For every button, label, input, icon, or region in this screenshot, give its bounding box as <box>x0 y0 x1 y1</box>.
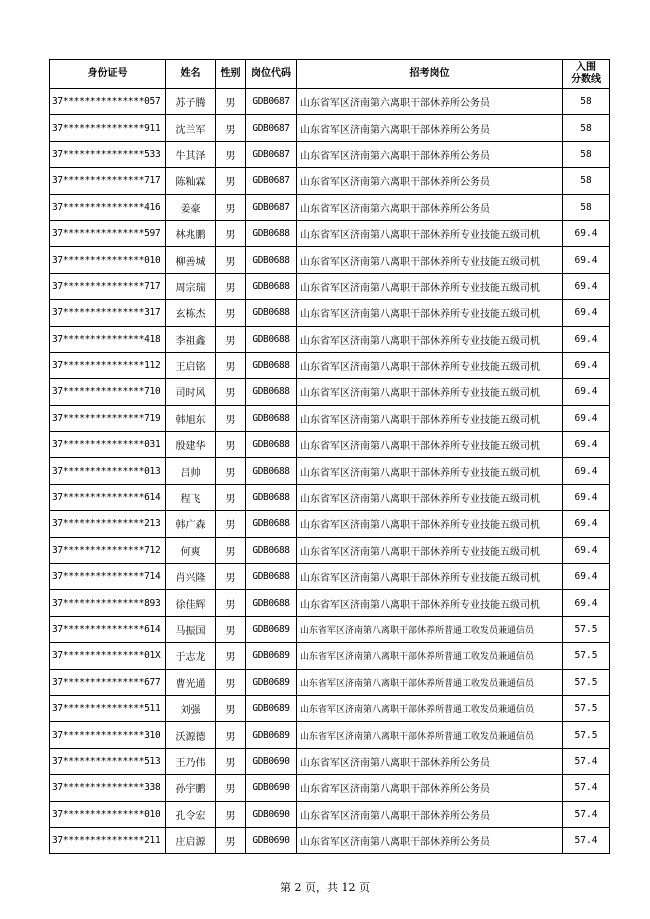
cell-name: 王乃伟 <box>166 748 216 774</box>
cell-name: 殷建华 <box>166 432 216 458</box>
cell-code: GDB0689 <box>246 643 297 669</box>
cell-score: 69.4 <box>563 220 610 246</box>
cell-code: GDB0688 <box>246 484 297 510</box>
cell-name: 孔令宏 <box>166 801 216 827</box>
cell-name: 马振国 <box>166 616 216 642</box>
cell-name: 于志龙 <box>166 643 216 669</box>
table-row <box>50 168 610 194</box>
cell-code: GDB0690 <box>246 827 297 853</box>
cell-name: 韩广森 <box>166 511 216 537</box>
page-footer: 第 2 页，共 12 页 <box>280 881 370 894</box>
cell-id: 37***************01X <box>50 643 166 669</box>
header-score-line1: 入围 <box>576 62 596 73</box>
cell-name: 何爽 <box>166 537 216 563</box>
cell-position: 山东省军区济南第八离职干部休养所专业技能五级司机 <box>297 326 563 352</box>
cell-position: 山东省军区济南第八离职干部休养所专业技能五级司机 <box>297 273 563 299</box>
cell-sex: 男 <box>216 564 246 590</box>
cell-code: GDB0688 <box>246 405 297 431</box>
table-row <box>50 748 610 774</box>
cell-score: 69.4 <box>563 352 610 378</box>
cell-code: GDB0688 <box>246 379 297 405</box>
cell-name: 玄栋杰 <box>166 300 216 326</box>
cell-score: 69.4 <box>563 379 610 405</box>
cell-id: 37***************893 <box>50 590 166 616</box>
table-row <box>50 616 610 642</box>
cell-name: 曹光通 <box>166 669 216 695</box>
cell-position: 山东省军区济南第六离职干部休养所公务员 <box>297 168 563 194</box>
cell-code: GDB0688 <box>246 300 297 326</box>
table-row <box>50 537 610 563</box>
table-row <box>50 511 610 537</box>
cell-position: 山东省军区济南第八离职干部休养所专业技能五级司机 <box>297 405 563 431</box>
cell-score: 57.4 <box>563 827 610 853</box>
cell-code: GDB0689 <box>246 695 297 721</box>
cell-id: 37***************677 <box>50 669 166 695</box>
cell-score: 69.4 <box>563 458 610 484</box>
header-code: 岗位代码 <box>246 60 297 89</box>
cell-position: 山东省军区济南第八离职干部休养所专业技能五级司机 <box>297 220 563 246</box>
cell-position: 山东省军区济南第八离职干部休养所普通工收发员兼通信员 <box>297 616 563 642</box>
table-row <box>50 352 610 378</box>
cell-name: 徐佳辉 <box>166 590 216 616</box>
cell-sex: 男 <box>216 695 246 721</box>
table-row <box>50 590 610 616</box>
cell-id: 37***************213 <box>50 511 166 537</box>
cell-sex: 男 <box>216 194 246 220</box>
cell-sex: 男 <box>216 827 246 853</box>
cell-sex: 男 <box>216 458 246 484</box>
cell-name: 肖兴隆 <box>166 564 216 590</box>
cell-code: GDB0687 <box>246 89 297 115</box>
cell-id: 37***************614 <box>50 616 166 642</box>
cell-code: GDB0689 <box>246 669 297 695</box>
cell-id: 37***************911 <box>50 115 166 141</box>
cell-code: GDB0688 <box>246 432 297 458</box>
cell-score: 57.4 <box>563 801 610 827</box>
cell-code: GDB0687 <box>246 141 297 167</box>
cell-id: 37***************614 <box>50 484 166 510</box>
cell-name: 吕帅 <box>166 458 216 484</box>
table-row <box>50 115 610 141</box>
cell-sex: 男 <box>216 247 246 273</box>
cell-sex: 男 <box>216 748 246 774</box>
cell-position: 山东省军区济南第八离职干部休养所专业技能五级司机 <box>297 352 563 378</box>
cell-name: 林兆鹏 <box>166 220 216 246</box>
cell-sex: 男 <box>216 89 246 115</box>
table-row <box>50 89 610 115</box>
cell-score: 57.4 <box>563 748 610 774</box>
cell-position: 山东省军区济南第八离职干部休养所专业技能五级司机 <box>297 537 563 563</box>
cell-score: 58 <box>563 141 610 167</box>
cell-id: 37***************317 <box>50 300 166 326</box>
cell-name: 司时风 <box>166 379 216 405</box>
cell-position: 山东省军区济南第六离职干部休养所公务员 <box>297 89 563 115</box>
cell-code: GDB0687 <box>246 194 297 220</box>
header-position: 招考岗位 <box>297 60 563 89</box>
cell-sex: 男 <box>216 405 246 431</box>
cell-position: 山东省军区济南第八离职干部休养所公务员 <box>297 748 563 774</box>
table-row <box>50 432 610 458</box>
cell-code: GDB0689 <box>246 722 297 748</box>
cell-score: 57.5 <box>563 669 610 695</box>
cell-id: 37***************112 <box>50 352 166 378</box>
table-row <box>50 273 610 299</box>
table-header-row <box>50 60 610 89</box>
cell-code: GDB0688 <box>246 458 297 484</box>
cell-sex: 男 <box>216 352 246 378</box>
cell-score: 69.4 <box>563 484 610 510</box>
cell-id: 37***************416 <box>50 194 166 220</box>
cell-name: 李祖鑫 <box>166 326 216 352</box>
table-row <box>50 801 610 827</box>
table-row <box>50 775 610 801</box>
cell-code: GDB0688 <box>246 247 297 273</box>
table-row <box>50 405 610 431</box>
cell-score: 69.4 <box>563 247 610 273</box>
cell-code: GDB0688 <box>246 326 297 352</box>
header-sex: 性别 <box>216 60 246 89</box>
cell-score: 57.5 <box>563 616 610 642</box>
cell-score: 69.4 <box>563 300 610 326</box>
cell-id: 37***************513 <box>50 748 166 774</box>
cell-score: 58 <box>563 194 610 220</box>
cell-code: GDB0687 <box>246 115 297 141</box>
cell-position: 山东省军区济南第八离职干部休养所普通工收发员兼通信员 <box>297 669 563 695</box>
cell-name: 牛其泽 <box>166 141 216 167</box>
cell-sex: 男 <box>216 669 246 695</box>
table-row <box>50 669 610 695</box>
header-score-line2: 分数线 <box>571 74 601 85</box>
cell-position: 山东省军区济南第八离职干部休养所普通工收发员兼通信员 <box>297 722 563 748</box>
table-body <box>50 89 610 854</box>
cell-sex: 男 <box>216 484 246 510</box>
cell-position: 山东省军区济南第六离职干部休养所公务员 <box>297 194 563 220</box>
table-row <box>50 564 610 590</box>
cell-id: 37***************310 <box>50 722 166 748</box>
cell-name: 沃源德 <box>166 722 216 748</box>
cell-sex: 男 <box>216 643 246 669</box>
cell-id: 37***************719 <box>50 405 166 431</box>
results-table <box>49 59 610 854</box>
cell-position: 山东省军区济南第六离职干部休养所公务员 <box>297 115 563 141</box>
cell-code: GDB0688 <box>246 511 297 537</box>
cell-id: 37***************338 <box>50 775 166 801</box>
cell-sex: 男 <box>216 722 246 748</box>
cell-score: 58 <box>563 89 610 115</box>
header-score <box>563 60 610 89</box>
table-row <box>50 194 610 220</box>
cell-id: 37***************717 <box>50 168 166 194</box>
table-row <box>50 247 610 273</box>
cell-name: 刘强 <box>166 695 216 721</box>
cell-id: 37***************010 <box>50 801 166 827</box>
cell-score: 69.4 <box>563 326 610 352</box>
table-row <box>50 300 610 326</box>
cell-score: 69.4 <box>563 511 610 537</box>
table-row <box>50 141 610 167</box>
cell-score: 69.4 <box>563 273 610 299</box>
cell-position: 山东省军区济南第八离职干部休养所专业技能五级司机 <box>297 432 563 458</box>
table-row <box>50 458 610 484</box>
cell-code: GDB0688 <box>246 590 297 616</box>
table-row <box>50 722 610 748</box>
cell-id: 37***************010 <box>50 247 166 273</box>
cell-score: 69.4 <box>563 564 610 590</box>
cell-sex: 男 <box>216 300 246 326</box>
cell-score: 57.5 <box>563 695 610 721</box>
cell-sex: 男 <box>216 168 246 194</box>
table-row <box>50 484 610 510</box>
cell-position: 山东省军区济南第八离职干部休养所公务员 <box>297 827 563 853</box>
cell-id: 37***************717 <box>50 273 166 299</box>
cell-code: GDB0688 <box>246 564 297 590</box>
cell-name: 庄启源 <box>166 827 216 853</box>
cell-score: 69.4 <box>563 405 610 431</box>
cell-sex: 男 <box>216 775 246 801</box>
cell-position: 山东省军区济南第八离职干部休养所普通工收发员兼通信员 <box>297 695 563 721</box>
cell-score: 57.4 <box>563 775 610 801</box>
cell-code: GDB0688 <box>246 273 297 299</box>
cell-sex: 男 <box>216 801 246 827</box>
cell-sex: 男 <box>216 379 246 405</box>
cell-id: 37***************211 <box>50 827 166 853</box>
cell-position: 山东省军区济南第八离职干部休养所普通工收发员兼通信员 <box>297 643 563 669</box>
cell-sex: 男 <box>216 141 246 167</box>
cell-score: 69.4 <box>563 432 610 458</box>
cell-position: 山东省军区济南第八离职干部休养所专业技能五级司机 <box>297 590 563 616</box>
cell-code: GDB0690 <box>246 775 297 801</box>
cell-name: 陈籼霖 <box>166 168 216 194</box>
cell-position: 山东省军区济南第八离职干部休养所专业技能五级司机 <box>297 247 563 273</box>
cell-sex: 男 <box>216 432 246 458</box>
cell-id: 37***************013 <box>50 458 166 484</box>
cell-name: 柳善城 <box>166 247 216 273</box>
cell-code: GDB0690 <box>246 801 297 827</box>
cell-id: 37***************057 <box>50 89 166 115</box>
cell-score: 57.5 <box>563 722 610 748</box>
cell-sex: 男 <box>216 115 246 141</box>
cell-score: 69.4 <box>563 537 610 563</box>
cell-position: 山东省军区济南第八离职干部休养所专业技能五级司机 <box>297 484 563 510</box>
cell-position: 山东省军区济南第八离职干部休养所专业技能五级司机 <box>297 300 563 326</box>
table-row <box>50 220 610 246</box>
table-row <box>50 827 610 853</box>
cell-score: 58 <box>563 115 610 141</box>
cell-id: 37***************597 <box>50 220 166 246</box>
cell-id: 37***************031 <box>50 432 166 458</box>
cell-code: GDB0689 <box>246 616 297 642</box>
cell-sex: 男 <box>216 616 246 642</box>
cell-sex: 男 <box>216 273 246 299</box>
cell-id: 37***************714 <box>50 564 166 590</box>
cell-id: 37***************418 <box>50 326 166 352</box>
cell-sex: 男 <box>216 326 246 352</box>
table-row <box>50 643 610 669</box>
cell-name: 孙宇鹏 <box>166 775 216 801</box>
cell-id: 37***************712 <box>50 537 166 563</box>
cell-code: GDB0688 <box>246 352 297 378</box>
cell-code: GDB0688 <box>246 220 297 246</box>
cell-position: 山东省军区济南第八离职干部休养所专业技能五级司机 <box>297 379 563 405</box>
cell-position: 山东省军区济南第八离职干部休养所专业技能五级司机 <box>297 564 563 590</box>
cell-name: 王启铭 <box>166 352 216 378</box>
cell-name: 苏子腾 <box>166 89 216 115</box>
cell-id: 37***************710 <box>50 379 166 405</box>
cell-id: 37***************511 <box>50 695 166 721</box>
cell-name: 周宗瑞 <box>166 273 216 299</box>
cell-code: GDB0687 <box>246 168 297 194</box>
cell-position: 山东省军区济南第八离职干部休养所专业技能五级司机 <box>297 511 563 537</box>
cell-score: 57.5 <box>563 643 610 669</box>
cell-score: 58 <box>563 168 610 194</box>
header-id: 身份证号 <box>50 60 166 89</box>
cell-name: 沈兰军 <box>166 115 216 141</box>
cell-name: 姜豪 <box>166 194 216 220</box>
cell-position: 山东省军区济南第八离职干部休养所公务员 <box>297 801 563 827</box>
cell-position: 山东省军区济南第六离职干部休养所公务员 <box>297 141 563 167</box>
cell-sex: 男 <box>216 511 246 537</box>
cell-sex: 男 <box>216 590 246 616</box>
cell-sex: 男 <box>216 220 246 246</box>
cell-position: 山东省军区济南第八离职干部休养所专业技能五级司机 <box>297 458 563 484</box>
table-row <box>50 326 610 352</box>
table-row <box>50 379 610 405</box>
cell-sex: 男 <box>216 537 246 563</box>
cell-id: 37***************533 <box>50 141 166 167</box>
table-row <box>50 695 610 721</box>
cell-code: GDB0690 <box>246 748 297 774</box>
cell-name: 韩旭东 <box>166 405 216 431</box>
header-name: 姓名 <box>166 60 216 89</box>
cell-position: 山东省军区济南第八离职干部休养所公务员 <box>297 775 563 801</box>
cell-code: GDB0688 <box>246 537 297 563</box>
cell-score: 69.4 <box>563 590 610 616</box>
cell-name: 程飞 <box>166 484 216 510</box>
